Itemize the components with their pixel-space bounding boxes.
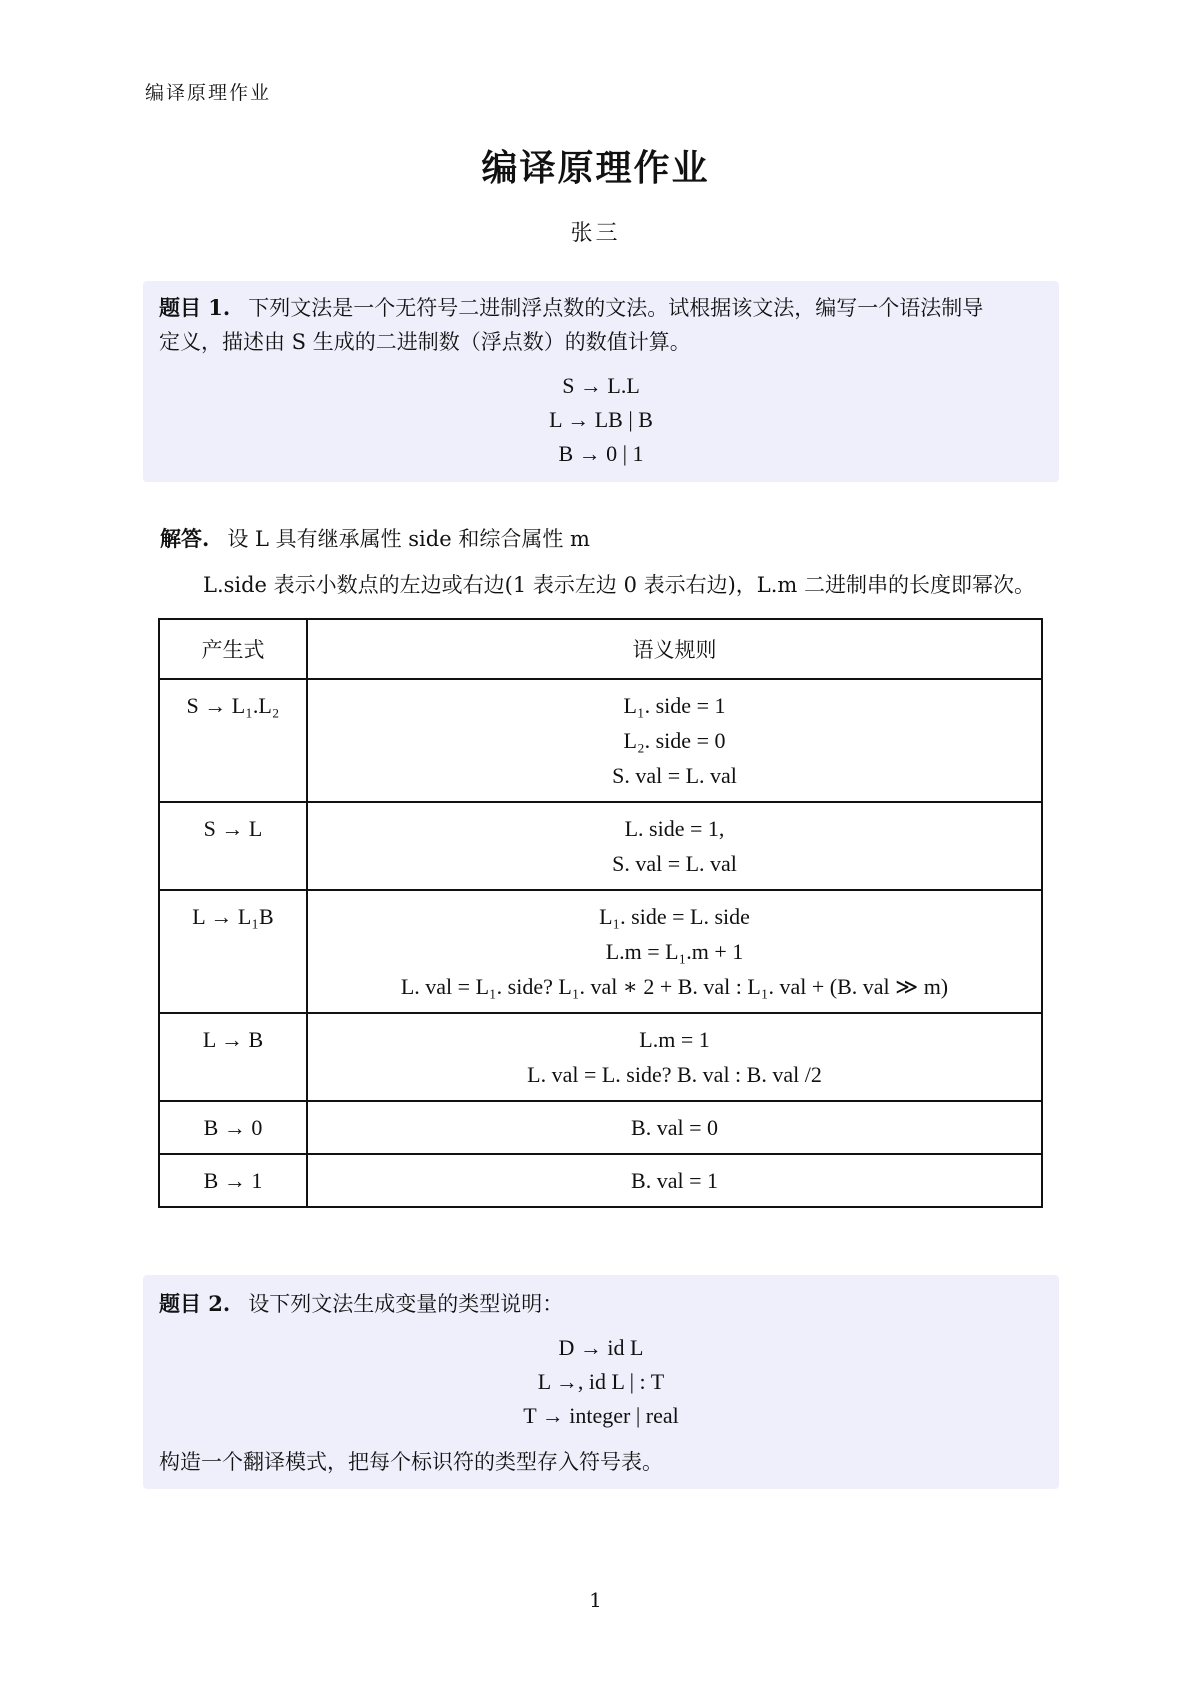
table-row — [159, 890, 1042, 1013]
question-2-text: 设下列文法生成变量的类型说明： — [248, 1292, 564, 1316]
table-row — [159, 802, 1042, 890]
production-cell: B → 0 — [159, 1101, 307, 1154]
semantic-rule: L.m = L₁.m + 1 — [605, 939, 744, 964]
semantic-rule: L₁. side = 1 — [623, 693, 726, 718]
table-row — [159, 1154, 1042, 1207]
production-cell: S → L₁.L₂ — [159, 679, 307, 802]
grammar-rule: S → L.L — [562, 373, 640, 398]
rules-cell — [307, 890, 1042, 1013]
answer-intro — [160, 522, 590, 556]
question-2-grammar — [159, 1331, 1043, 1433]
rules-cell — [307, 679, 1042, 802]
production-cell: B → 1 — [159, 1154, 307, 1207]
rules-cell — [307, 1013, 1042, 1101]
table-row — [159, 679, 1042, 802]
question-1-grammar — [159, 369, 1043, 471]
answer-description: L.side 表示小数点的左边或右边(1 表示左边 0 表示右边)，L.m 二进制串的长度即幂次。 — [203, 573, 1035, 597]
question-1-label: 题目 1. — [159, 295, 231, 320]
answer-intro-text: 设 L 具有继承属性 side 和综合属性 m — [227, 527, 590, 551]
grammar-rule: T → integer | real — [523, 1403, 679, 1428]
rules-cell — [307, 802, 1042, 890]
column-header-rules: 语义规则 — [307, 619, 1042, 679]
table-header-row — [159, 619, 1042, 679]
page-number: 1 — [589, 1588, 602, 1612]
author: 张三 — [570, 221, 621, 246]
question-2-label: 题目 2. — [159, 1291, 231, 1316]
question-1-box — [143, 281, 1059, 482]
grammar-rule: L → LB | B — [549, 407, 653, 432]
question-1-text-2: 定义，描述由 S 生成的二进制数（浮点数）的数值计算。 — [159, 330, 691, 354]
column-header-production: 产生式 — [159, 619, 307, 679]
semantic-rule: L. val = L. side? B. val : B. val /2 — [527, 1062, 822, 1087]
semantic-rule: B. val = 0 — [631, 1115, 718, 1140]
semantic-rule: L. side = 1, — [624, 816, 725, 841]
production-cell: L → L₁B — [159, 890, 307, 1013]
semantic-rule: L₁. side = L. side — [599, 904, 750, 929]
semantic-rule: S. val = L. val — [612, 851, 737, 876]
rules-cell — [307, 1154, 1042, 1207]
semantic-rule: L. val = L₁. side? L₁. val ∗ 2 + B. val : L₁. val + (B. val ≫ m) — [400, 974, 949, 999]
question-2-box — [143, 1275, 1059, 1489]
question-2-line — [159, 1275, 1043, 1321]
rules-cell — [307, 1101, 1042, 1154]
question-1-line1 — [159, 291, 1043, 325]
semantic-rule: S. val = L. val — [612, 763, 737, 788]
semantic-rule: L₂. side = 0 — [623, 728, 726, 753]
grammar-rule: D → id L — [558, 1335, 644, 1360]
table-row — [159, 1013, 1042, 1101]
answer-label: 解答. — [160, 526, 210, 551]
semantic-rule: B. val = 1 — [631, 1168, 718, 1193]
semantic-rule: L.m = 1 — [639, 1027, 710, 1052]
production-cell: L → B — [159, 1013, 307, 1101]
question-1-text-1: 下列文法是一个无符号二进制浮点数的文法。试根据该文法，编写一个语法制导 — [248, 296, 984, 320]
running-header: 编译原理作业 — [145, 82, 272, 104]
page-title: 编译原理作业 — [481, 147, 710, 189]
grammar-rule: B → 0 | 1 — [558, 441, 644, 466]
question-2-tail: 构造一个翻译模式，把每个标识符的类型存入符号表。 — [159, 1450, 663, 1474]
production-cell: S → L — [159, 802, 307, 890]
grammar-rule: L →, id L | : T — [537, 1369, 665, 1394]
semantic-rules-table — [158, 618, 1043, 1208]
table-row — [159, 1101, 1042, 1154]
